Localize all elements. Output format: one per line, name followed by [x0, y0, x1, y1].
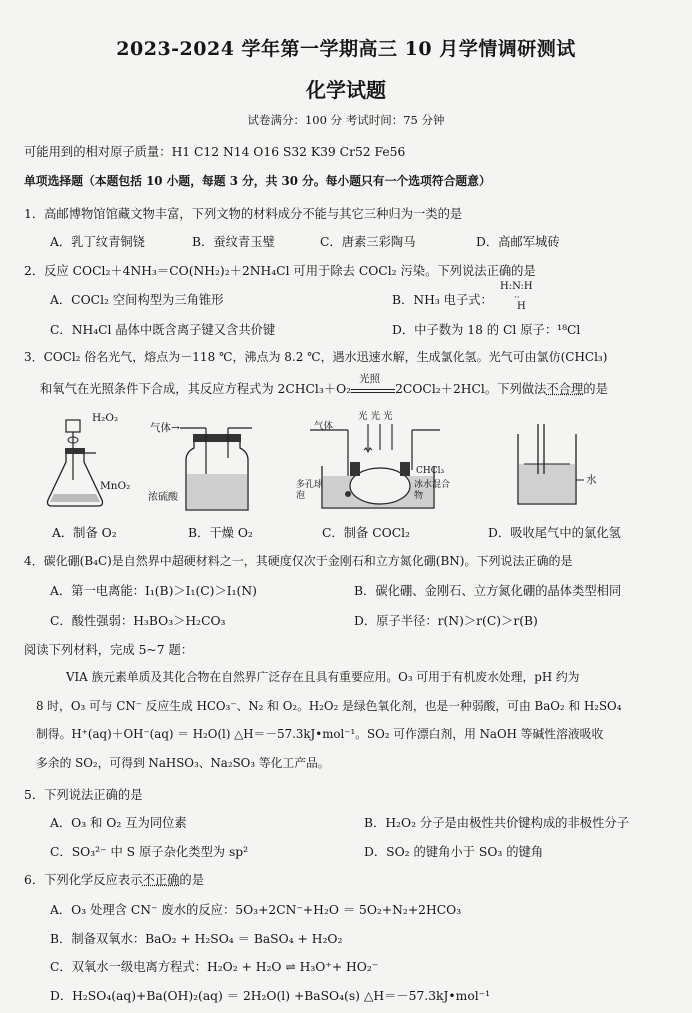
fig-b-label-gas: 气体→	[150, 422, 180, 434]
question-3-stem-2b: 2COCl₂＋2HCl。下列做法	[395, 382, 547, 396]
question-4-option-c: C．酸性强弱：H₃BO₃＞H₂CO₃	[50, 614, 226, 628]
question-6-stem-b: 的是	[179, 873, 205, 887]
question-3-stem-2a: 和氧气在光照条件下合成，其反应方程式为 2CHCl₃＋O₂	[40, 382, 352, 396]
question-6-option-d: D．H₂SO₄(aq)+Ba(OH)₂(aq) ＝ 2H₂O(l) +BaSO₄(s) △H＝－57.3kJ•mol⁻¹	[50, 989, 491, 1003]
question-6-option-a: A．O₃ 处理含 CN⁻ 废水的反应：5O₃+2CN⁻+H₂O ＝ 5O₂+N₂+2HCO₃	[50, 903, 462, 917]
reading-paragraph-line-4: 多余的 SO₂，可得到 NaHSO₃、Na₂SO₃ 等化工产品。	[36, 756, 330, 770]
question-6-stem	[24, 870, 204, 888]
question-1-stem: 1．高邮博物馆馆藏文物丰富，下列文物的材料成分不能与其它三种归为一类的是	[24, 207, 463, 221]
question-2-stem: 2．反应 COCl₂＋4NH₃＝CO(NH₂)₂＋2NH₄Cl 可用于除去 COCl₂ 污染。下列说法正确的是	[24, 264, 536, 278]
exam-title: 2023-2024 学年第一学期高三 10 月学情调研测试	[116, 38, 576, 60]
light-condition: 光照	[359, 372, 381, 385]
question-4-option-a: A．第一电离能：I₁(B)＞I₁(C)＞I₁(N)	[50, 584, 257, 598]
section-heading: 单项选择题（本题包括 10 小题，每题 3 分，共 30 分。每小题只有一个选项符合题意）	[24, 174, 491, 188]
question-4-option-d: D．原子半径：r(N)＞r(C)＞r(B)	[354, 614, 538, 628]
question-5-option-a: A．O₃ 和 O₂ 互为同位素	[50, 816, 187, 830]
question-6-key-word: 不正确	[142, 873, 180, 887]
condition-arrow	[351, 372, 395, 397]
figure-c-cocl2-setup	[296, 410, 451, 518]
question-5-stem: 5．下列说法正确的是	[24, 788, 143, 802]
question-5-option-c: C．SO₃²⁻ 中 S 原子杂化类型为 sp²	[50, 845, 249, 859]
fig-c-label-gas: 气体	[314, 421, 334, 432]
fig-b-label-acid: 浓硫酸	[148, 492, 178, 503]
fig-c-label-light: 光 光 光	[358, 411, 393, 422]
question-2-option-d: D．中子数为 18 的 Cl 原子：¹⁸Cl	[392, 323, 581, 337]
fig-c-label-bubbler: 多孔球泡	[296, 480, 324, 501]
reading-paragraph-line-3: 制得。H⁺(aq)＋OH⁻(aq) ＝ H₂O(l) △H＝－57.3kJ•mol⁻¹。SO₂ 可作漂白剂，用 NaOH 等碱性溶液吸收	[36, 727, 604, 741]
question-1-option-b: B．蚕纹青玉璧	[192, 235, 275, 249]
question-3-option-a: A．制备 O₂	[52, 526, 117, 540]
fig-c-label-icewater: 冰水混合物	[414, 480, 451, 501]
reading-intro: 阅读下列材料，完成 5~7 题：	[24, 643, 194, 657]
atomic-masses: 可能用到的相对原子质量：H1 C12 N14 O16 S32 K39 Cr52 Fe56	[24, 145, 406, 159]
exam-subtitle: 化学试题	[306, 78, 386, 102]
question-2-option-a: A．COCl₂ 空间构型为三角锥形	[50, 293, 224, 307]
question-5-option-d: D．SO₂ 的键角小于 SO₃ 的键角	[364, 845, 544, 859]
question-1-option-d: D．高邮军城砖	[476, 235, 560, 249]
question-3-key-word: 不合理	[546, 382, 584, 396]
question-6-stem-a: 6．下列化学反应表示	[24, 873, 143, 887]
question-3-option-b: B．干燥 O₂	[188, 526, 253, 540]
question-3-stem-2c: 的是	[583, 382, 608, 396]
nh3-electron-formula: H:N:H	[500, 281, 533, 292]
fig-c-label-chcl3: CHCl₃	[416, 466, 445, 476]
question-3-stem-2	[40, 372, 608, 397]
question-2-option-c: C．NH₄Cl 晶体中既含离子键又含共价键	[50, 323, 276, 337]
question-1-option-c: C．唐素三彩陶马	[320, 235, 416, 249]
question-6-option-b: B．制备双氧水：BaO₂ + H₂SO₄ ＝ BaSO₄ + H₂O₂	[50, 932, 343, 946]
nh3-electron-dots: ··	[514, 293, 520, 303]
fig-d-label-water: 水	[586, 474, 597, 486]
fig-a-label-mno2: MnO₂	[100, 480, 131, 492]
figure-d-absorber	[510, 420, 600, 510]
nh3-electron-h: H	[517, 301, 526, 312]
figure-b-drying-bottle	[150, 418, 260, 518]
reading-paragraph-line-1: VIA 族元素单质及其化合物在自然界广泛存在且具有重要应用。O₃ 可用于有机废水处理，pH 约为	[66, 670, 580, 684]
question-3-option-c: C．制备 COCl₂	[322, 526, 410, 540]
question-2-option-b: B．NH₃ 电子式：	[392, 293, 493, 307]
question-3-stem-1: 3．COCl₂ 俗名光气，熔点为－118 ℃，沸点为 8.2 ℃，遇水迅速水解，生成氯化氢。光气可由氯仿(CHCl₃)	[24, 350, 608, 364]
question-3-option-d: D．吸收尾气中的氯化氢	[488, 526, 621, 540]
fig-a-label-h2o2: H₂O₂	[92, 412, 119, 424]
question-4-option-b: B．碳化硼、金刚石、立方氮化硼的晶体类型相同	[354, 584, 622, 598]
question-4-stem: 4．碳化硼(B₄C)是自然界中超硬材料之一，其硬度仅次于金刚石和立方氮化硼(BN)。下列说法正确的是	[24, 554, 573, 568]
reading-paragraph-line-2: 8 时，O₃ 可与 CN⁻ 反应生成 HCO₃⁻、N₂ 和 O₂。H₂O₂ 是绿色氧化剂，也是一种弱酸，可由 BaO₂ 和 H₂SO₄	[36, 699, 622, 713]
question-5-option-b: B．H₂O₂ 分子是由极性共价键构成的非极性分子	[364, 816, 629, 830]
figure-a-o2-generator	[40, 410, 140, 518]
question-6-option-c: C．双氧水一级电离方程式：H₂O₂ + H₂O ⇌ H₃O⁺+ HO₂⁻	[50, 960, 379, 974]
exam-meta: 试卷满分：100 分 考试时间：75 分钟	[247, 113, 445, 127]
question-1-option-a: A．乳丁纹青铜铙	[50, 235, 145, 249]
